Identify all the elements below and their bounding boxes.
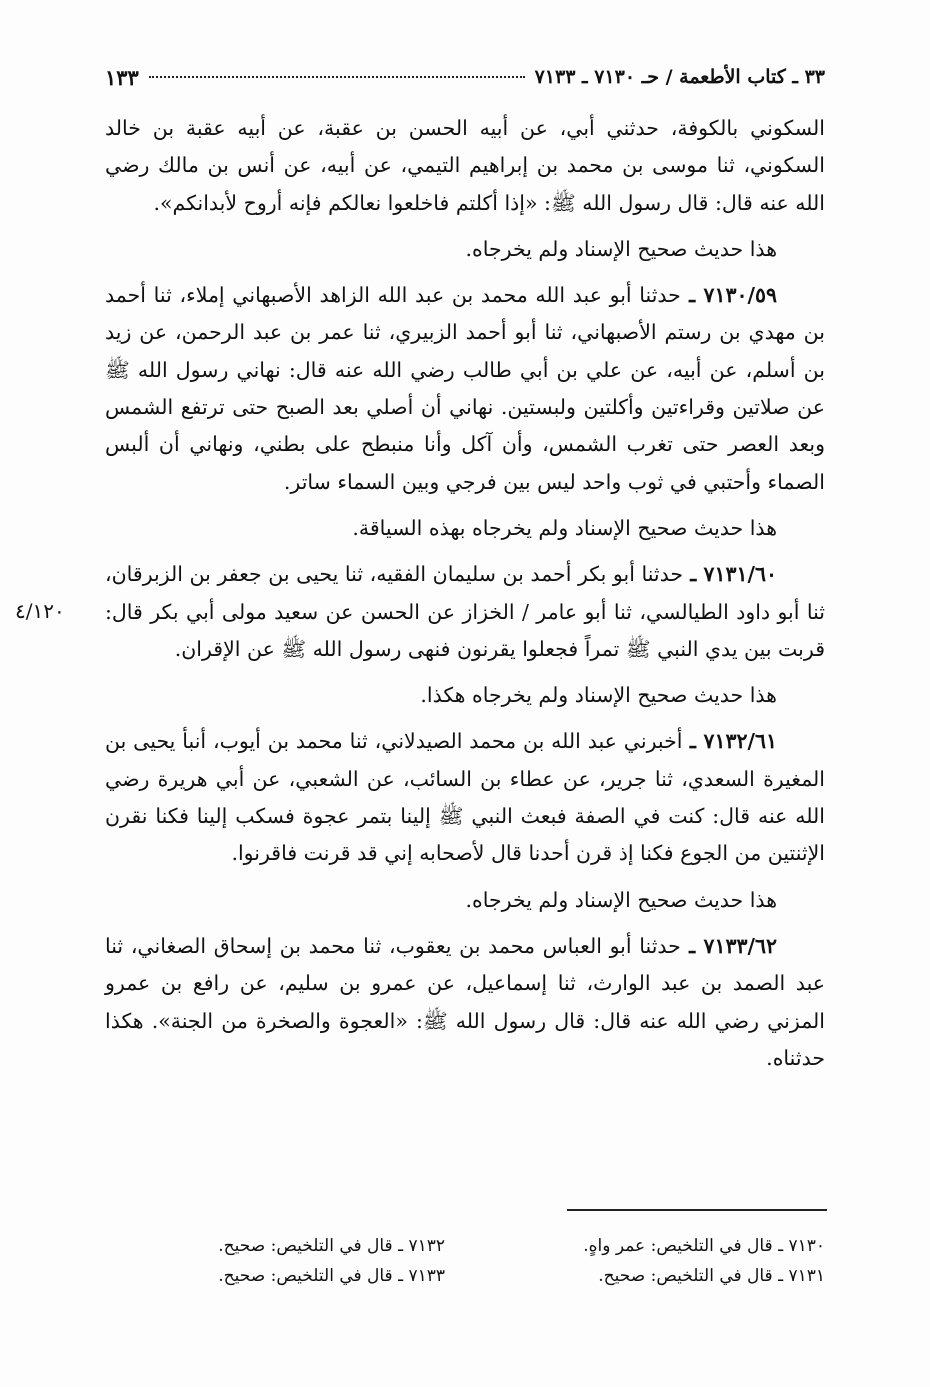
page-number: ١٣٣ [105,64,139,90]
paragraph-text: هذا حديث صحيح الإسناد ولم يخرجاه هكذا. [420,683,777,708]
paragraph-text: هذا حديث صحيح الإسناد ولم يخرجاه. [465,887,777,912]
paragraph-text: حدثنا أبو العباس محمد بن يعقوب، ثنا محمد بن إسحاق الصغاني، ثنا عبد الصمد بن عبد الوارث، ثنا إسماعيل، عن عمرو بن سليم، عن رافع بن عمرو المزني رضي الله عنه قال: قال رسول الله ﷺ: «العجوة والصخرة من الجنة». هكذا حدثناه. [105,933,825,1070]
running-title: ٣٣ ـ كتاب الأطعمة / حـ ٧١٣٠ ـ ٧١٣٣ [534,66,825,88]
paragraph [105,510,825,547]
footnote: ٧١٣١ ـ قال في التلخيص: صحيح. [598,1266,825,1286]
page-body [15,110,825,1086]
paragraph-text: حدثنا أبو عبد الله محمد بن عبد الله الزاهد الأصبهاني إملاء، ثنا أحمد بن مهدي بن رستم الأصبهاني، ثنا أبو أحمد الزبيري، ثنا عمر بن عبد الرحمن، عن زيد بن أسلم، عن أبيه، عن علي بن أبي طالب رضي الله عنه قال: نهاني رسول الله ﷺ عن صلاتين وقراءتين وأكلتين ولبستين. نهاني أن أصلي بعد الصبح حتى ترتفع الشمس وبعد العصر حتى تغرب الشمس، وأن آكل وأنا منبطح على بطني، ونهاني أن ألبس الصماء وأحتبي في ثوب واحد ليس بين فرجي وبين السماء ساتر. [105,283,825,494]
hadith-number: ٧١٣٢/٦١ ـ [682,729,777,754]
paragraph [105,882,825,919]
header-leader-dots [149,76,525,78]
footnote: ٧١٣٢ ـ قال في التلخيص: صحيح. [218,1236,445,1256]
paragraph-text: السكوني بالكوفة، حدثني أبي، عن أبيه الحسن بن عقبة، عن أبيه عقبة بن خالد السكوني، ثنا موسى بن محمد بن إبراهيم التيمي، عن أبيه، عن أنس بن مالك رضي الله عنه قال: قال رسول الله ﷺ: «إذا أكلتم فاخلعوا نعالكم فإنه أروح لأبدانكم». [105,116,825,215]
paragraph-text: أخبرني عبد الله بن محمد الصيدلاني، ثنا محمد بن أيوب، أنبأ يحيى بن المغيرة السعدي، ثنا جرير، عن عطاء بن السائب، عن الشعبي، عن أبي هريرة رضي الله عنه قال: كنت في الصفة فبعث النبي ﷺ إلينا بتمر عجوة فسكب إلينا فكنا نقرن الإثنتين من الجوع فكنا إذ قرن أحدنا قال لأصحابه إني قد قرنت فاقرنوا. [105,729,825,866]
margin-volume-page-note: ٤/١٢٠ [15,599,65,624]
footnote: ٧١٣٠ ـ قال في التلخيص: عمر واهٍ. [583,1236,825,1256]
footnotes [105,1231,825,1291]
hadith-number: ٧١٣١/٦٠ ـ [683,562,778,587]
paragraph-text: هذا حديث صحيح الإسناد ولم يخرجاه بهذه السياقة. [352,515,777,540]
paragraph-text: حدثنا أبو بكر أحمد بن سليمان الفقيه، ثنا يحيى بن جعفر بن الزبرقان، ثنا أبو داود الطيالسي، ثنا أبو عامر / الخزاز عن الحسن عن سعيد مولى أبي بكر قال: قربت بين يدي النبي ﷺ تمراً فجعلوا يقرنون فنهى رسول الله ﷺ عن الإقران. [105,562,825,661]
hadith-number: ٧١٣٠/٥٩ ـ [680,283,777,308]
hadith-paragraph [105,277,825,501]
hadith-paragraph [105,723,825,872]
footnote: ٧١٣٣ ـ قال في التلخيص: صحيح. [218,1266,445,1286]
hadith-number: ٧١٣٣/٦٢ ـ [680,933,777,958]
paragraph [105,110,825,222]
page-header [105,60,825,94]
paragraph [105,677,825,714]
hadith-paragraph [105,928,825,1077]
paragraph-text: هذا حديث صحيح الإسناد ولم يخرجاه. [465,236,777,261]
hadith-paragraph [15,556,825,668]
paragraph [105,231,825,268]
footnote-separator [567,1209,827,1211]
